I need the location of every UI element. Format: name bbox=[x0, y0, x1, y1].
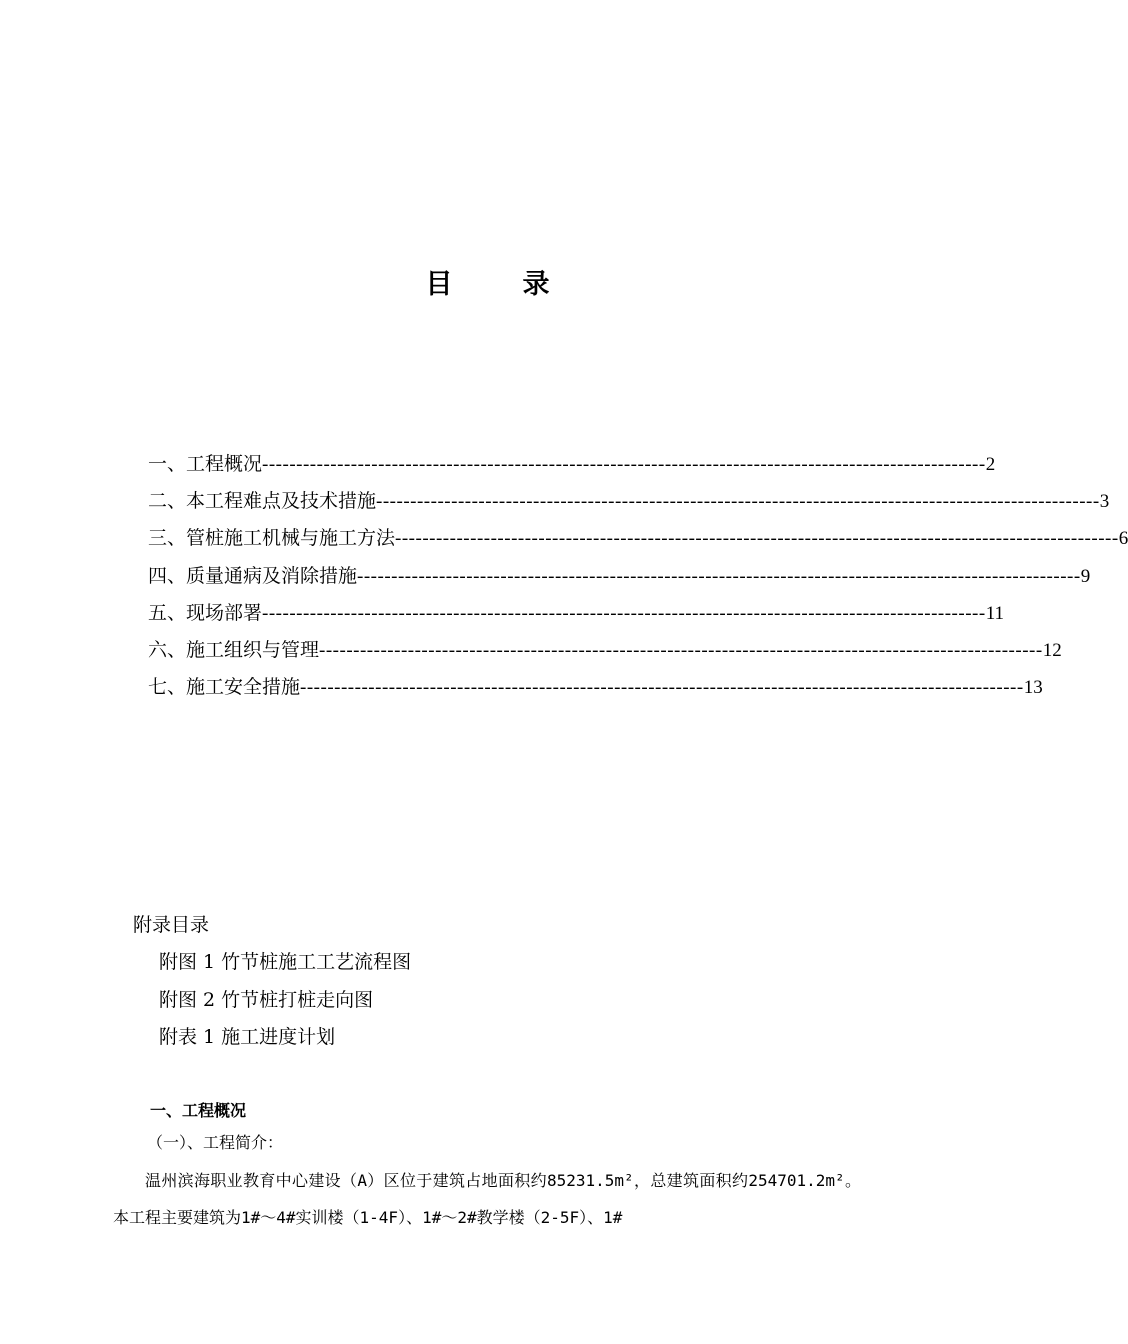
toc-leader-dots: ---------------------------------------------------------------------------------------------------------- bbox=[395, 528, 1119, 550]
body-paragraph: 温州滨海职业教育中心建设（A）区位于建筑占地面积约85231.5m²，总建筑面积约254701.2m²。本工程主要建筑为1#～4#实训楼（1-4F）、1#～2#教学楼（2-5F）、1# bbox=[113, 1171, 861, 1227]
toc-leader-dots: ---------------------------------------------------------------------------------------------------------- bbox=[262, 602, 986, 624]
toc-entry-label: 六、施工组织与管理 bbox=[148, 638, 320, 661]
toc-leader-dots: ---------------------------------------------------------------------------------------------------------- bbox=[262, 454, 986, 475]
toc-list bbox=[148, 446, 1128, 706]
toc-entry[interactable] bbox=[148, 669, 1043, 706]
toc-page-number: 11 bbox=[985, 602, 1004, 624]
toc-leader-dots: ---------------------------------------------------------------------------------------------------------- bbox=[376, 491, 1100, 513]
toc-title bbox=[0, 262, 975, 301]
toc-entry[interactable] bbox=[148, 595, 1004, 632]
toc-entry-label: 四、质量通病及消除措施 bbox=[148, 564, 358, 587]
appendix-item: 附图 2 竹节桩打桩走向图 bbox=[159, 988, 374, 1011]
toc-leader-dots: ---------------------------------------------------------------------------------------------------------- bbox=[300, 677, 1024, 699]
toc-page-number: 9 bbox=[1080, 565, 1091, 587]
toc-entry-label: 五、现场部署 bbox=[148, 601, 263, 624]
toc-page-number: 6 bbox=[1118, 528, 1128, 550]
sub-heading: （一）、工程简介： bbox=[147, 1133, 284, 1152]
toc-entry[interactable] bbox=[148, 520, 1128, 557]
toc-leader-dots: ---------------------------------------------------------------------------------------------------------- bbox=[357, 565, 1081, 587]
toc-entry-label: 三、管桩施工机械与施工方法 bbox=[148, 527, 396, 550]
toc-page-number: 12 bbox=[1042, 639, 1062, 661]
appendix-item: 附表 1 施工进度计划 bbox=[159, 1026, 336, 1048]
appendix-list bbox=[133, 907, 833, 1057]
toc-entry[interactable] bbox=[148, 558, 1091, 595]
toc-entry-label: 二、本工程难点及技术措施 bbox=[148, 490, 377, 513]
toc-page-number: 3 bbox=[1099, 491, 1110, 513]
toc-leader-dots: ---------------------------------------------------------------------------------------------------------- bbox=[319, 639, 1043, 661]
appendix-item: 附图 1 竹节桩施工工艺流程图 bbox=[159, 951, 412, 973]
appendix-heading: 附录目录 bbox=[133, 914, 210, 936]
toc-title-part2: 录 bbox=[522, 269, 550, 300]
toc-page-number: 2 bbox=[985, 454, 996, 475]
toc-title-part1: 目 bbox=[425, 269, 453, 300]
toc-entry-label: 七、施工安全措施 bbox=[148, 676, 301, 699]
toc-entry[interactable] bbox=[148, 483, 1110, 520]
section-heading: 一、工程概况 bbox=[150, 1101, 247, 1120]
toc-entry[interactable] bbox=[148, 446, 996, 483]
toc-page-number: 13 bbox=[1023, 677, 1043, 699]
toc-entry[interactable] bbox=[148, 632, 1062, 669]
toc-entry-label: 一、工程概况 bbox=[148, 453, 263, 475]
